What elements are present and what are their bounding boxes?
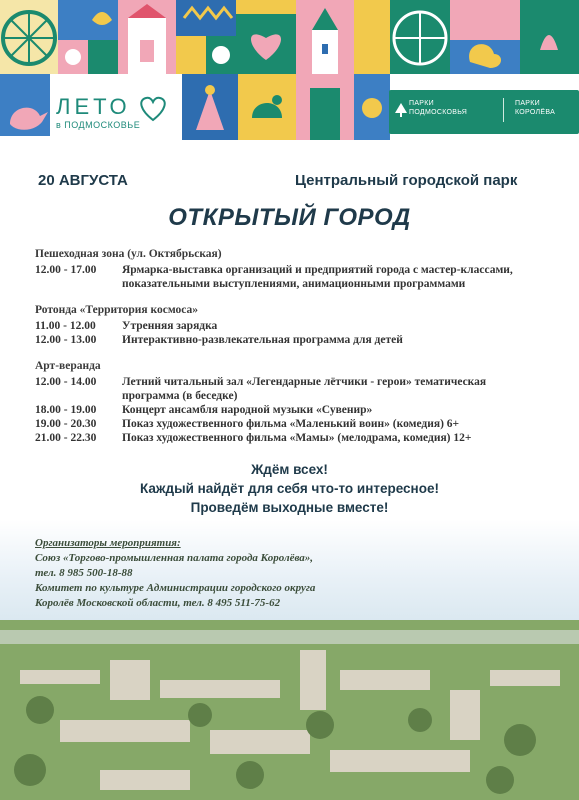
schedule-desc: Концерт ансамбля народной музыки «Сувенир» xyxy=(122,404,373,416)
partner-parks-korolev: ПАРКИ КОРОЛЁВА xyxy=(515,100,556,116)
schedule-desc: Показ художественного фильма «Маленький воин» (комедия) 6+ xyxy=(122,418,460,430)
event-title: ОТКРЫТЫЙ ГОРОД xyxy=(168,204,411,231)
organizer-line: тел. 8 985 500-18-88 xyxy=(35,567,133,579)
tree-icon xyxy=(395,103,407,117)
schedule-desc: Летний читальный зал «Легендарные лётчики - герои» тематическая программа (в беседке) xyxy=(122,376,487,402)
organizers-heading: Организаторы мероприятия: xyxy=(35,537,181,549)
invite-line: Ждём всех! xyxy=(251,462,328,477)
schedule-time: 21.00 - 22.30 xyxy=(35,432,97,444)
organizer-line: Комитет по культуре Администрации городского округа xyxy=(35,582,316,594)
schedule-time: 12.00 - 17.00 xyxy=(35,264,97,276)
partner-divider xyxy=(503,98,504,122)
event-date: 20 АВГУСТА xyxy=(38,172,128,189)
organizer-line: Королёв Московской области, тел. 8 495 511-75-62 xyxy=(35,597,281,609)
summer-banner xyxy=(0,0,579,140)
section-heading: Пешеходная зона (ул. Октябрьская) xyxy=(35,248,222,260)
schedule-time: 18.00 - 19.00 xyxy=(35,404,97,416)
schedule-desc: Ярмарка-выставка организаций и предприятий города с мастер-классами, показательными выступлениями, анимационными программами xyxy=(122,264,513,290)
schedule-time: 19.00 - 20.30 xyxy=(35,418,97,430)
city-panorama xyxy=(0,520,579,800)
heart-icon xyxy=(138,96,168,122)
section-heading: Ротонда «Территория космоса» xyxy=(35,304,199,316)
schedule-desc: Показ художественного фильма «Мамы» (мелодрама, комедия) 12+ xyxy=(122,432,472,444)
leto-logo-subtitle: в ПОДМОСКОВЬЕ xyxy=(56,120,141,130)
organizer-line: Союз «Торгово-промышленная палата города Королёва», xyxy=(35,552,314,564)
schedule-desc: Утренняя зарядка xyxy=(122,320,218,332)
schedule-desc: Интерактивно-развлекательная программа для детей xyxy=(122,334,403,346)
partner-logos xyxy=(389,90,579,134)
partner-parks-moscow-region: ПАРКИ ПОДМОСКОВЬЯ xyxy=(409,100,468,116)
schedule-time: 12.00 - 14.00 xyxy=(35,376,97,388)
bird-icon xyxy=(0,74,50,136)
invite-line: Проведём выходные вместе! xyxy=(190,500,389,515)
leto-logo-title: ЛЕТО xyxy=(56,94,131,119)
schedule-time: 12.00 - 13.00 xyxy=(35,334,97,346)
schedule-time: 11.00 - 12.00 xyxy=(35,320,96,332)
section-heading: Арт-веранда xyxy=(35,360,101,372)
event-place: Центральный городской парк xyxy=(295,172,518,189)
invite-line: Каждый найдёт для себя что-то интересное! xyxy=(140,481,439,496)
